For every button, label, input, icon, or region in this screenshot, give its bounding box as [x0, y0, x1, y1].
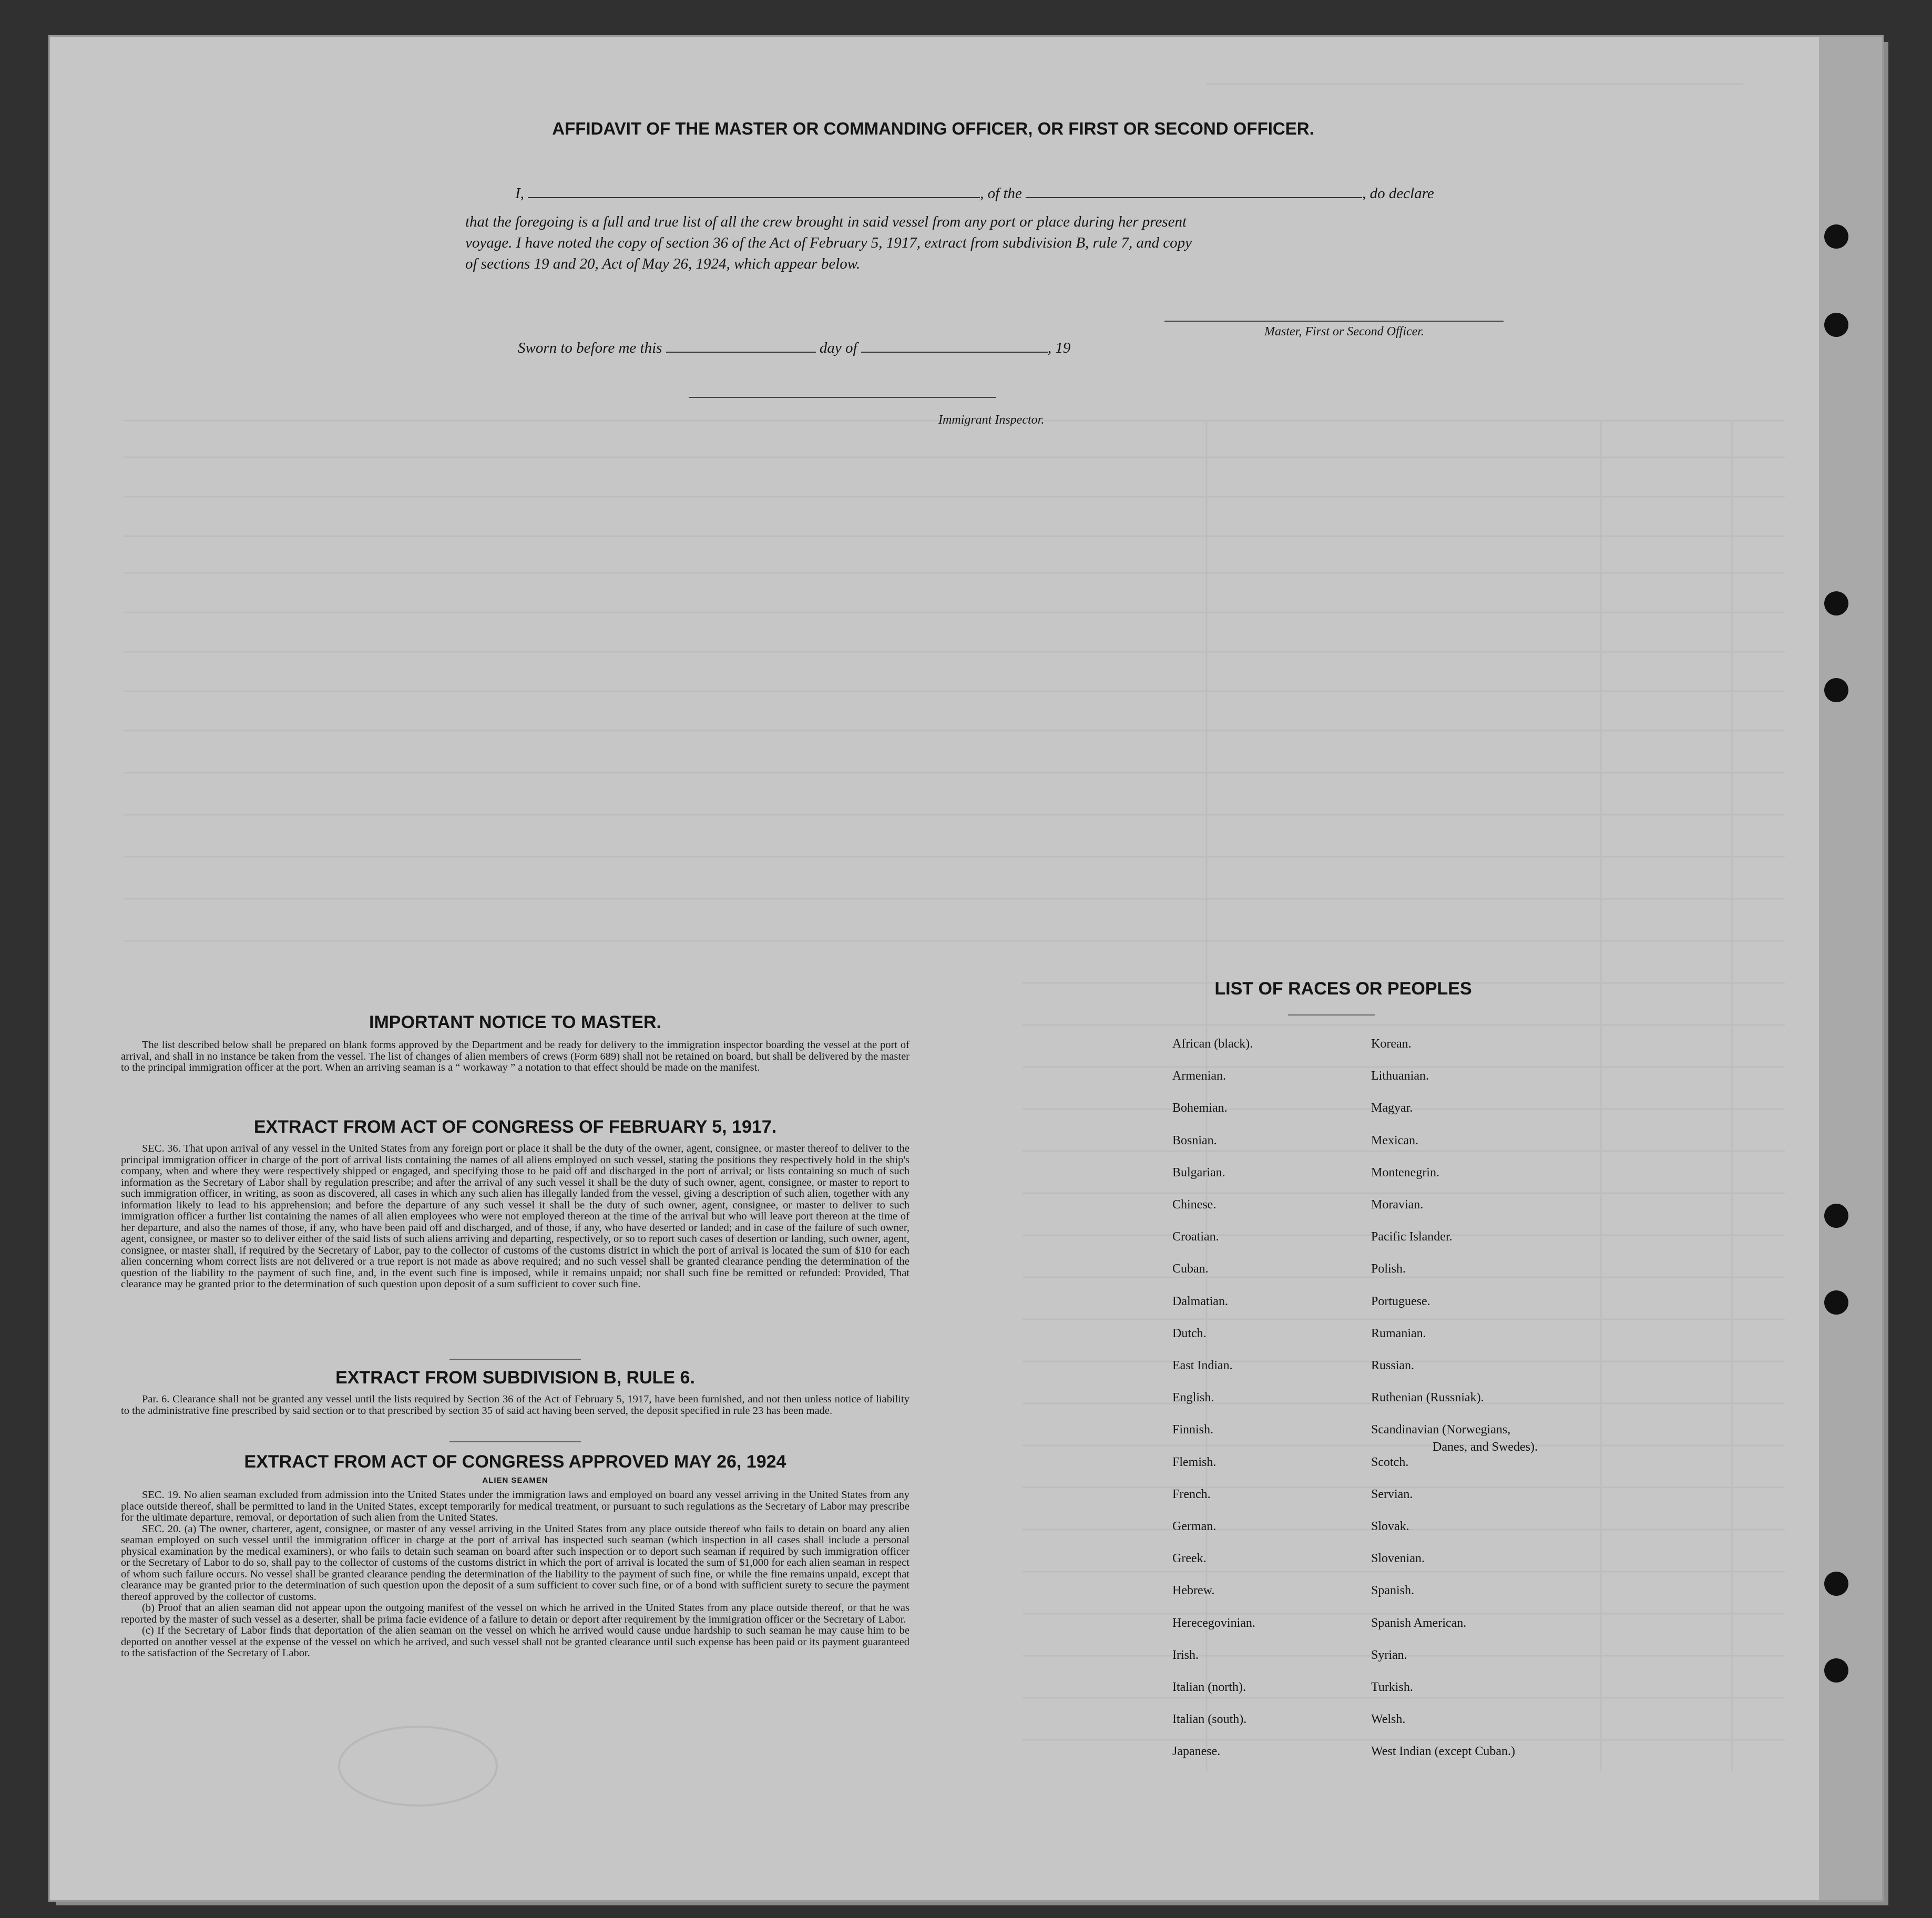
race-item: Russian. — [1371, 1359, 1415, 1372]
race-item: West Indian (except Cuban.) — [1371, 1745, 1515, 1759]
race-item: Montenegrin. — [1371, 1165, 1439, 1179]
race-item: Slovak. — [1371, 1520, 1409, 1533]
divider — [1288, 1014, 1375, 1016]
race-item: Scotch. — [1371, 1455, 1409, 1469]
notice-paragraph: The list described below shall be prepared on blank forms approved by the Department and be ready for delivery to the immigration inspector boarding the vessel at the port of arrival, and shall in no instance be taken from the vessel. The list of changes of alien members of crews (Form 689) shall not be retained on board, but shall be delivered by the master to the principal immigration officer at the port. When an arriving seaman is a “ workaway ” a notation to that effect should be made on the manifest. — [121, 1039, 909, 1073]
race-item: Welsh. — [1371, 1712, 1406, 1727]
binder-hole — [1824, 678, 1848, 702]
sec20a-paragraph: SEC. 20. (a) The owner, charterer, agent, consignee, or master of any vessel arriving in the United States from any place outside thereof who fails to detain on board any alien seaman employed on such vessel until the immigration officer in charge at the port of arrival has inspected such seaman (which inspection in all cases shall include a personal physical examination by the medical examiners), or who fails to detain such seaman on board after such inspection or to deport such seaman if required by such immigration officer or the Secretary of Labor to do so, shall pay to the collector of customs of the customs district in which the port of arrival is located the sum of $1,000 for each alien seaman in respect of whom such failure occurs. No vessel shall be granted clearance pending the determination of the liability to the payment of such fine, or while the fine remains unpaid, except that clearance may be granted prior to the determination of such question upon the deposit of a sum sufficient to cover such fine, or of a bond with sufficient surety to secure the payment thereof approved by the collector of customs. — [121, 1523, 909, 1603]
inspector-caption: Immigrant Inspector. — [938, 413, 1045, 427]
extract-1924-subtitle: ALIEN SEAMEN — [482, 1476, 548, 1485]
day-of-label: day of — [819, 340, 857, 356]
day-field[interactable] — [666, 352, 816, 353]
race-item: Bohemian. — [1172, 1101, 1228, 1115]
race-item: African (black). — [1172, 1037, 1253, 1051]
race-item: Lithuanian. — [1371, 1069, 1429, 1083]
race-item: Portuguese. — [1371, 1294, 1430, 1308]
declaration-body-line: of sections 19 and 20, Act of May 26, 1924, which appear below. — [465, 255, 861, 272]
notice-title: IMPORTANT NOTICE TO MASTER. — [369, 1012, 661, 1032]
extract-1924-title: EXTRACT FROM ACT OF CONGRESS APPROVED MAY 26, 1924 — [244, 1452, 786, 1472]
binder-hole — [1824, 591, 1848, 616]
race-item: Dalmatian. — [1172, 1294, 1228, 1308]
divider — [449, 1359, 581, 1360]
declaration-body — [465, 211, 1192, 274]
race-item: Irish. — [1172, 1648, 1199, 1662]
race-item: English. — [1172, 1391, 1214, 1405]
race-item: Croatian. — [1172, 1230, 1219, 1244]
document-page — [50, 37, 1882, 1900]
extract-1917-title: EXTRACT FROM ACT OF CONGRESS OF FEBRUARY 5, 1917. — [253, 1117, 777, 1137]
notice-text — [121, 1040, 909, 1074]
race-item: Syrian. — [1371, 1648, 1407, 1662]
sec19-paragraph: SEC. 19. No alien seaman excluded from admission into the United States under the immigration laws and employed on board any vessel arriving in the United States from any place outside thereof, shall be permitted to land in the United States, except temporarily for medical treatment, or pursuant to such regulations as the Secretary of Labor may prescribe for the ultimate departure, removal, or deportation of such alien from the United States. — [121, 1489, 909, 1523]
signature-line[interactable] — [1164, 321, 1504, 322]
binder-hole — [1824, 1290, 1848, 1315]
race-item: Cuban. — [1172, 1262, 1209, 1276]
binder-hole — [1824, 1658, 1848, 1683]
declaration-body-line: voyage. I have noted the copy of section 36 of the Act of February 5, 1917, extract from subdivision B, rule 7, and copy — [465, 234, 1192, 251]
race-item: Scandinavian (Norwegians, — [1371, 1423, 1511, 1437]
binder-hole — [1824, 1204, 1848, 1228]
extract-1917-paragraph: SEC. 36. That upon arrival of any vessel in the United States from any foreign port or place it shall be the duty of the owner, agent, consignee, or master thereof to deliver to the principal immigration officer in charge of the port of arrival lists containing the names of all aliens employed on such vessel, stating the positions they respectively hold in the ship's company, when and where they were respectively shipped or engaged, and specifying those to be paid off and discharged in the port of arrival; or lists containing so much of such information as the Secretary of Labor shall by regulation prescribe; and after the arrival of any such vessel it shall be the duty of such owner, agent, consignee, or master to report to such immigration officer, in writing, as soon as discovered, all cases in which any such alien has illegally landed from the vessel, giving a description of such alien, together with any information likely to lead to his apprehension; and before the departure of any such vessel it shall be the duty of such owner, agent, consignee, or master to deliver to such immigration officer a further list containing the names of all alien employees who were not employed thereon at the time of the arrival but who will leave port thereon at the time of her departure, and also the names of those, if any, who have been paid off and discharged, and of those, if any, who have deserted or landed; and in case of the failure of such owner, agent, consignee, or master so to deliver either of the said lists of such aliens arriving and departing, respectively, or so to report such cases of desertion or landing, such owner, agent, consignee, or master shall, if required by the Secretary of Labor, pay to the collector of customs of the customs district in which the port of arrival is located the sum of $10 for each alien concerning whom correct lists are not delivered or a true report is not made as above required; and no such vessel shall be granted clearance pending the determination of the question of the liability to the payment of such fine, and, in the event such fine is imposed, while it remains unpaid; nor shall such fine be remitted or refunded: Provided, That clearance may be granted prior to the determination of such question upon deposit of a sum sufficient to cover such fine. — [121, 1143, 909, 1290]
month-field[interactable] — [861, 352, 1048, 353]
declaration-body-line: that the foregoing is a full and true list of all the crew brought in said vessel from any port or place during her present — [465, 213, 1187, 230]
extract-1924-text — [121, 1490, 909, 1659]
extract-rule6-title: EXTRACT FROM SUBDIVISION B, RULE 6. — [335, 1368, 695, 1388]
sec20c-paragraph: (c) If the Secretary of Labor finds that deportation of the alien seaman on the vessel on which he arrived would cause undue hardship to such seaman he may cause him to be deported on another vessel at the expense of the vessel on which he arrived, and such vessel shall not be granted clearance until such expense has been paid or its payment guaranteed to the satisfaction of the Secretary of Labor. — [121, 1625, 909, 1659]
race-item: Chinese. — [1172, 1198, 1217, 1212]
binder-hole — [1824, 313, 1848, 337]
race-item: Italian (north). — [1172, 1680, 1246, 1694]
race-item: Servian. — [1371, 1487, 1413, 1501]
race-item-continuation: Danes, and Swedes). — [1433, 1440, 1538, 1454]
sworn-label: Sworn to before me this — [518, 340, 662, 356]
race-item: Moravian. — [1371, 1198, 1424, 1212]
of-the-label: , of the — [980, 185, 1022, 202]
race-item: Italian (south). — [1172, 1712, 1247, 1727]
extract-1917-text — [121, 1143, 909, 1290]
race-item: Hebrew. — [1172, 1584, 1215, 1598]
race-item: Herecegovinian. — [1172, 1616, 1255, 1630]
race-item: Bosnian. — [1172, 1133, 1217, 1147]
declaration-line — [515, 185, 1434, 202]
race-item: Mexican. — [1371, 1133, 1418, 1147]
race-item: Japanese. — [1172, 1745, 1221, 1759]
race-item: Turkish. — [1371, 1680, 1413, 1694]
race-item: Armenian. — [1172, 1069, 1226, 1083]
race-item: Flemish. — [1172, 1455, 1217, 1469]
do-declare-label: , do declare — [1362, 185, 1434, 202]
race-item: Bulgarian. — [1172, 1165, 1225, 1179]
race-item: Polish. — [1371, 1262, 1406, 1276]
race-item: Dutch. — [1172, 1326, 1207, 1340]
sworn-line — [518, 340, 1070, 357]
race-item: Magyar. — [1371, 1101, 1413, 1115]
race-item: Korean. — [1371, 1037, 1412, 1051]
race-item: Pacific Islander. — [1371, 1230, 1453, 1244]
extract-rule6-text — [121, 1394, 909, 1417]
year-label: , 19 — [1047, 340, 1071, 356]
extract-rule6-paragraph: Par. 6. Clearance shall not be granted any vessel until the lists required by Section 36 of the Act of February 5, 1917, have been furnished, and not then unless notice of liability to the administrative fine prescribed by said section or to that prescribed by section 35 of said act having been served, the deposit specified in rule 23 has been made. — [121, 1393, 909, 1417]
race-item: Finnish. — [1172, 1423, 1214, 1437]
race-item: Slovenian. — [1371, 1552, 1425, 1566]
affidavit-title: AFFIDAVIT OF THE MASTER OR COMMANDING OFFICER, OR FIRST OR SECOND OFFICER. — [552, 119, 1314, 138]
race-item: French. — [1172, 1487, 1211, 1501]
race-item: Greek. — [1172, 1552, 1207, 1566]
race-item: German. — [1172, 1520, 1217, 1533]
race-item: East Indian. — [1172, 1359, 1233, 1372]
race-item: Rumanian. — [1371, 1326, 1426, 1340]
race-item: Ruthenian (Russniak). — [1371, 1391, 1484, 1405]
i-label: I, — [515, 185, 524, 202]
inspector-signature-line[interactable] — [689, 397, 996, 398]
signer-caption: Master, First or Second Officer. — [1264, 325, 1424, 339]
races-title: LIST OF RACES OR PEOPLES — [1214, 979, 1472, 999]
binder-hole — [1824, 224, 1848, 249]
sec20b-paragraph: (b) Proof that an alien seaman did not appear upon the outgoing manifest of the vessel on which he arrived in the United States from any place outside thereof, or that he was reported by the master of such vessel as a deserter, shall be prima facie evidence of a failure to detain or deport after requirement by the immigration officer or the Secretary of Labor. — [121, 1602, 909, 1625]
binder-hole — [1824, 1572, 1848, 1596]
divider — [449, 1441, 581, 1442]
race-item: Spanish American. — [1371, 1616, 1467, 1630]
name-field[interactable] — [528, 197, 980, 198]
vessel-field[interactable] — [1026, 197, 1362, 198]
race-item: Spanish. — [1371, 1584, 1415, 1598]
